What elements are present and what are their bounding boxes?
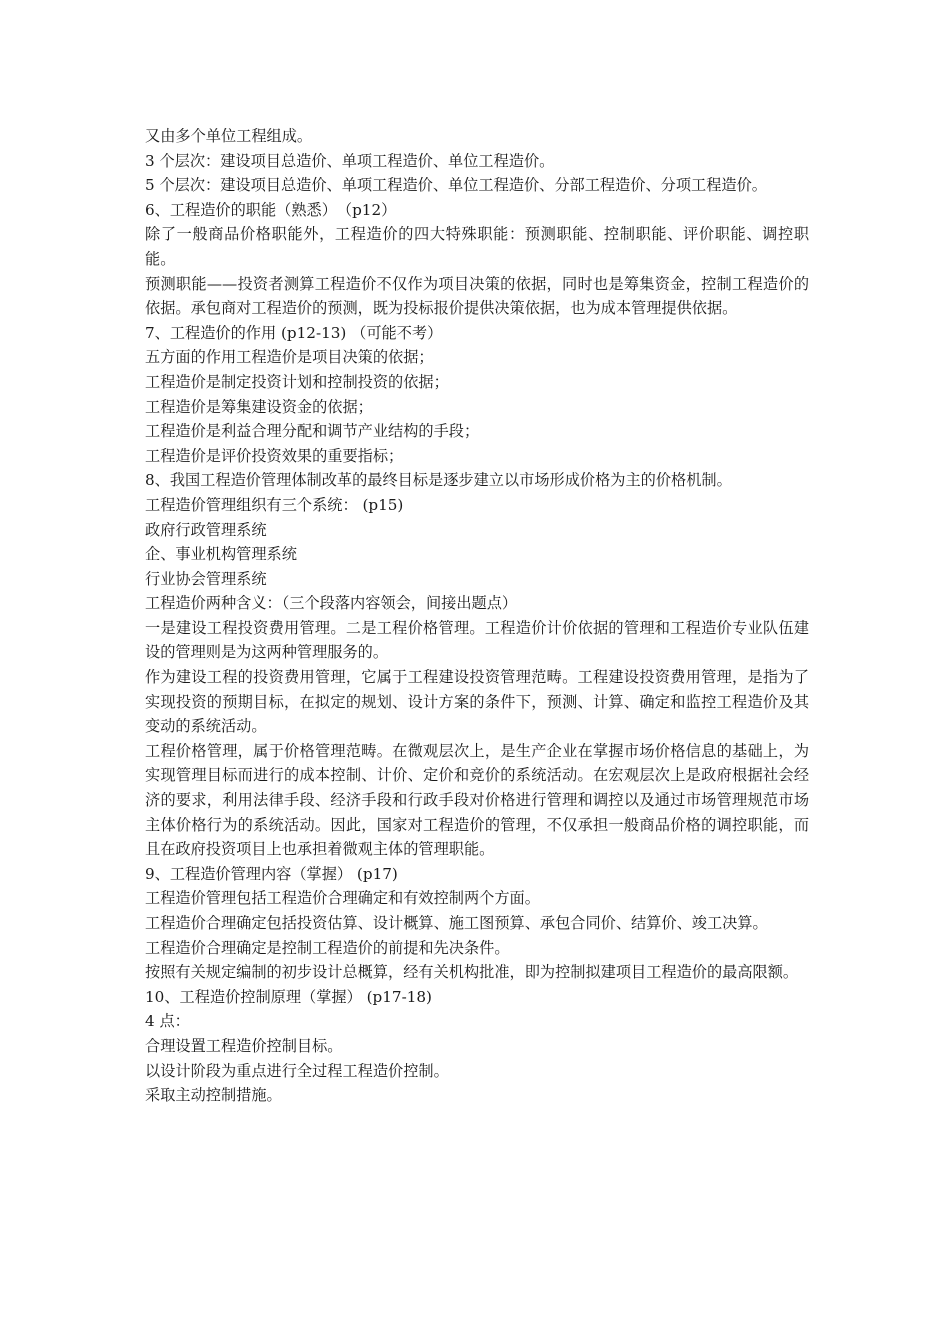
paragraph: 除了一般商品价格职能外，工程造价的四大特殊职能：预测职能、控制职能、评价职能、调控职能。 [145,225,809,268]
paragraph: 工程造价是筹集建设资金的依据； [145,397,373,416]
paragraph: 工程价格管理，属于价格管理范畴。在微观层次上，是生产企业在掌握市场价格信息的基础上，为实现管理目标而进行的成本控制、计价、定价和竞价的系统活动。在宏观层次上是政府根据社会经济的要求，利用法律手段、经济手段和行政手段对价格进行管理和调控以及通过市场管理规范市场主体价格行为的系统活动。因此，国家对工程造价的管理，不仅承担一般商品价格的调控职能，而且在政府投资项目上也承担着微观主体的管理职能。 [145,741,809,859]
paragraph: 工程造价两种含义：（三个段落内容领会，间接出题点） [145,594,518,613]
list-item: 企、事业机构管理系统 [145,545,297,564]
paragraph: 工程造价管理组织有三个系统： (p15) [145,495,404,514]
paragraph: 3 个层次：建设项目总造价、单项工程造价、单位工程造价。 [145,151,555,170]
paragraph: 工程造价合理确定包括投资估算、设计概算、施工图预算、承包合同价、结算价、竣工决算。 [145,914,768,932]
paragraph: 工程造价合理确定是控制工程造价的前提和先决条件。 [145,938,510,957]
paragraph: 一是建设工程投资费用管理。二是工程价格管理。工程造价计价依据的管理和工程造价专业队伍建设的管理则是为这两种管理服务的。 [145,618,809,662]
paragraph: 工程造价是利益合理分配和调节产业结构的手段； [145,422,480,441]
paragraph: 五方面的作用工程造价是项目决策的依据； [145,348,434,367]
section-heading: 10、工程造价控制原理（掌握） (p17-18) [145,987,432,1006]
section-heading: 8、我国工程造价管理体制改革的最终目标是逐步建立以市场形成价格为主的价格机制。 [145,471,732,490]
paragraph: 又由多个单位工程组成。 [145,127,313,145]
paragraph: 按照有关规定编制的初步设计总概算，经有关机构批准，即为控制拟建项目工程造价的最高限额。 [145,963,799,982]
document-body [145,124,809,1108]
paragraph: 预测职能——投资者测算工程造价不仅作为项目决策的依据，同时也是筹集资金，控制工程造价的依据。承包商对工程造价的预测，既为投标报价提供决策依据，也为成本管理提供依据。 [145,274,809,318]
paragraph: 4 点： [145,1012,190,1031]
section-heading: 9、工程造价管理内容（掌握） (p17) [145,864,398,883]
list-item: 行业协会管理系统 [145,569,267,588]
list-item: 以设计阶段为重点进行全过程工程造价控制。 [145,1061,449,1080]
list-item: 合理设置工程造价控制目标。 [145,1036,343,1055]
paragraph: 5 个层次：建设项目总造价、单项工程造价、单位工程造价、分部工程造价、分项工程造价。 [145,176,767,195]
section-heading: 7、工程造价的作用 (p12-13) （可能不考） [145,323,443,342]
paragraph: 工程造价是评价投资效果的重要指标； [145,446,404,465]
list-item: 政府行政管理系统 [145,520,267,539]
paragraph: 作为建设工程的投资费用管理，它属于工程建设投资管理范畴。工程建设投资费用管理，是指为了实现投资的预期目标，在拟定的规划、设计方案的条件下，预测、计算、确定和监控工程造价及其变动的系统活动。 [145,668,809,736]
paragraph: 工程造价是制定投资计划和控制投资的依据； [145,372,449,391]
section-heading: 6、工程造价的职能（熟悉） （p12） [145,200,397,219]
list-item: 采取主动控制措施。 [145,1086,282,1105]
paragraph: 工程造价管理包括工程造价合理确定和有效控制两个方面。 [145,889,540,908]
